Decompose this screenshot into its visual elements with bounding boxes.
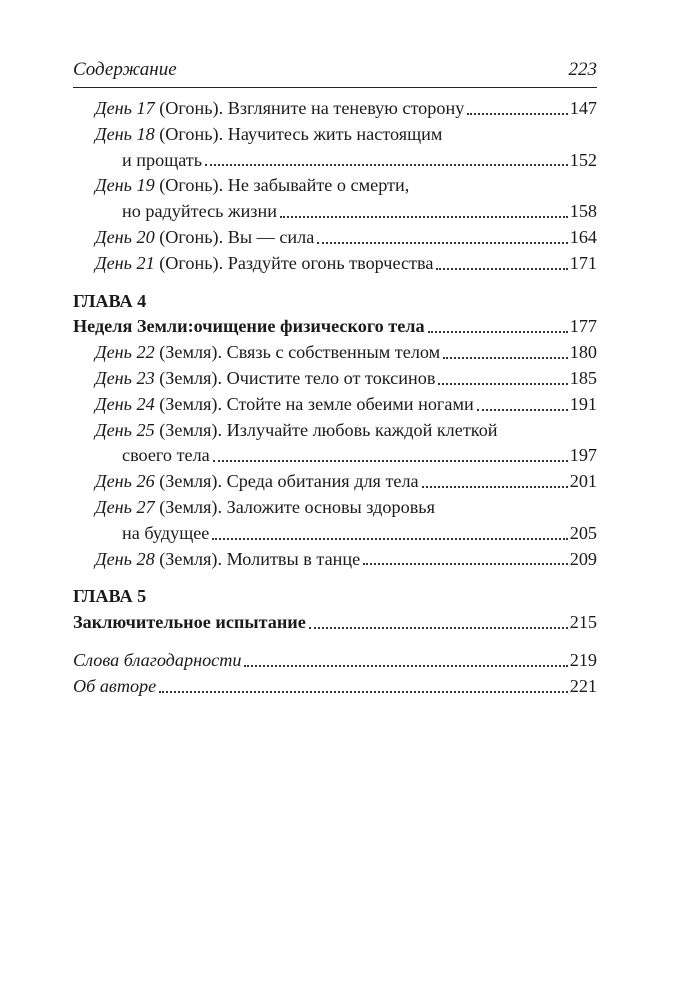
toc-entry-day-19: День 19 (Огонь). Не забывайте о смерти, <box>95 175 410 196</box>
toc-entry-day-20 <box>73 225 597 251</box>
chapter-5-title: Заключительное испытание <box>73 612 306 633</box>
chapter-4-heading: ГЛАВА 4 <box>73 290 147 311</box>
header-rule <box>73 87 597 88</box>
toc-entry-acknowledgements <box>73 648 597 674</box>
toc-page-number: 177 <box>569 316 597 337</box>
dot-leader <box>428 331 568 333</box>
toc-entry-day-22 <box>73 340 597 366</box>
toc-entry-day-18-continued: и прощать 152 <box>73 148 597 174</box>
toc-entry-day-28 <box>73 547 597 573</box>
dot-leader <box>438 383 567 385</box>
toc-entry-title: Об авторе <box>73 675 157 696</box>
running-head-title: Содержание <box>73 59 177 80</box>
toc-page-number: 180 <box>569 342 597 363</box>
toc-entry-day-25: День 25 (Земля). Излучайте любовь каждой клеткой <box>95 419 498 440</box>
toc-page-number: 158 <box>569 201 597 222</box>
dot-leader <box>244 665 567 667</box>
dot-leader <box>280 216 568 218</box>
toc-entry-about-author <box>73 674 597 700</box>
dot-leader <box>212 538 567 540</box>
toc-page-number: 147 <box>569 98 597 118</box>
toc-entry-day-19-continued: но радуйтесь жизни 158 <box>73 199 597 225</box>
toc-page-number: 171 <box>569 252 597 273</box>
dot-leader <box>205 164 568 166</box>
dot-leader <box>477 409 568 411</box>
spacer <box>73 636 597 648</box>
toc-page-number: 219 <box>569 649 597 670</box>
toc-page-number: 201 <box>569 471 597 492</box>
chapter-5-title-entry <box>73 610 597 636</box>
toc-page-number: 197 <box>569 445 597 466</box>
book-page <box>73 56 597 700</box>
toc-entry-title: Слова благодарности <box>73 649 242 670</box>
toc-entry-title: День 21 (Огонь). Раздуйте огонь творчества <box>95 252 434 273</box>
toc-entry-day-18: День 18 (Огонь). Научитесь жить настоящим <box>95 123 443 144</box>
toc-page-number: 205 <box>569 522 597 543</box>
chapter-5-heading: ГЛАВА 5 <box>73 586 147 607</box>
table-of-contents <box>73 96 597 700</box>
toc-page-number: 191 <box>569 393 597 414</box>
dot-leader <box>213 460 568 462</box>
toc-page-number: 221 <box>569 675 597 696</box>
toc-page-number: 152 <box>569 149 597 170</box>
dot-leader <box>309 627 568 629</box>
toc-entry-day-26 <box>73 469 597 495</box>
toc-entry-title: День 26 (Земля). Среда обитания для тела <box>95 471 419 492</box>
toc-page-number: 164 <box>569 226 597 247</box>
chapter-4-title: Неделя Земли:очищение физического тела <box>73 316 425 337</box>
toc-entry-title: День 20 (Огонь). Вы — сила <box>95 226 315 247</box>
running-head <box>73 56 597 84</box>
toc-entry-day-27-continued: на будущее 205 <box>73 521 597 547</box>
toc-entry-day-21 <box>73 251 597 277</box>
toc-entry-title: День 23 (Земля). Очистите тело от токсинов <box>95 367 436 388</box>
toc-entry-title: День 24 (Земля). Стойте на земле обеими ногами <box>95 393 474 414</box>
dot-leader <box>422 486 568 488</box>
toc-entry-day-25-continued: своего тела 197 <box>73 443 597 469</box>
dot-leader <box>363 563 568 565</box>
running-head-page-number: 223 <box>568 59 597 80</box>
toc-entry-title: День 28 (Земля). Молитвы в танце <box>95 548 361 569</box>
toc-entry-day-23 <box>73 366 597 392</box>
dot-leader <box>317 242 567 244</box>
dot-leader <box>436 268 567 270</box>
toc-entry-title: День 22 (Земля). Связь с собственным телом <box>95 342 441 363</box>
toc-entry-day-17 <box>73 96 597 122</box>
toc-page-number: 215 <box>569 612 597 633</box>
toc-page-number: 209 <box>569 548 597 569</box>
dot-leader <box>467 113 567 115</box>
dot-leader <box>159 691 568 693</box>
toc-page-number: 185 <box>569 367 597 388</box>
chapter-4-title-entry <box>73 314 597 340</box>
toc-entry-day-27: День 27 (Земля). Заложите основы здоровья <box>95 496 435 517</box>
dot-leader <box>443 357 568 359</box>
toc-entry-title: День 17 (Огонь). Взгляните на теневую сторону <box>95 98 465 118</box>
toc-entry-day-24 <box>73 392 597 418</box>
